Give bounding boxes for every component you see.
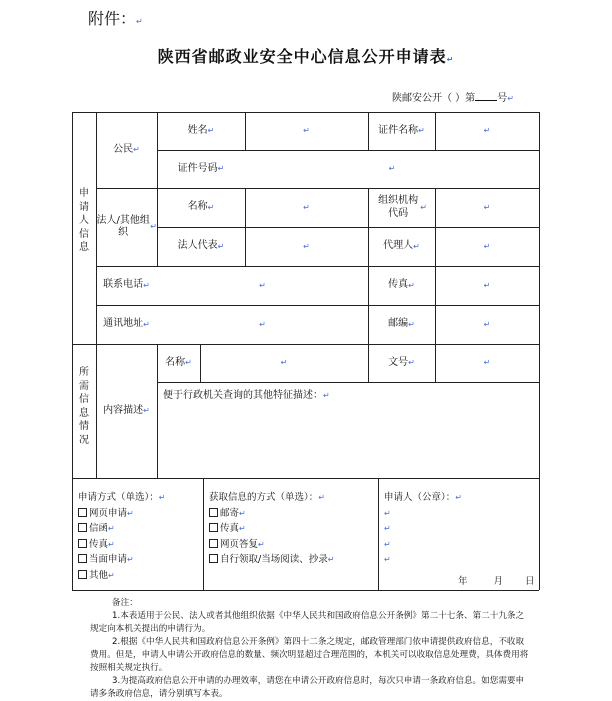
checkbox[interactable]: [78, 539, 87, 548]
organization-label: 法人/其他组织 ↵: [96, 214, 157, 238]
checkbox[interactable]: [209, 539, 218, 548]
id-number-label: 证件号码 ↵: [177, 162, 225, 174]
option-self-pickup[interactable]: 自行领取/当场阅读、抄录↵: [209, 552, 334, 568]
checkbox[interactable]: [209, 554, 218, 563]
org-code-field[interactable]: ↵: [483, 202, 491, 212]
option-in-person[interactable]: 当面申请↵: [78, 552, 165, 568]
option-letter[interactable]: 信函↵: [78, 521, 165, 537]
note-item: 1.本表适用于公民、法人或者其他组织依据《中华人民共和国政府信息公开条例》第二十七条、第二十九条之规定向本机关提出的申请行为。: [90, 611, 525, 634]
checkbox[interactable]: [209, 508, 218, 517]
address-label: 通讯地址 ↵: [103, 318, 150, 330]
content-hint: 便于行政机关查询的其他特征描述：: [163, 390, 323, 401]
info-name-field[interactable]: ↵: [280, 358, 288, 367]
name-field[interactable]: ↵: [303, 126, 310, 135]
option-other[interactable]: 其他↵: [78, 568, 165, 584]
option-web-reply[interactable]: 网页答复↵: [209, 537, 334, 553]
document-number: 陕邮安公开（ ）第 号↵: [392, 93, 514, 104]
agent-field[interactable]: ↵: [483, 241, 491, 251]
fax-label: 传真 ↵: [388, 279, 415, 291]
content-description-label: 内容描述 ↵: [103, 404, 150, 416]
option-mail[interactable]: 邮寄↵: [209, 506, 334, 522]
checkbox[interactable]: [78, 554, 87, 563]
org-code-label: 组织机构代码 ↵: [378, 195, 427, 219]
checkbox[interactable]: [78, 523, 87, 532]
postcode-label: 邮编 ↵: [388, 318, 415, 330]
doc-number-field[interactable]: ↵: [483, 358, 491, 367]
option-web-application[interactable]: 网页申请↵: [78, 506, 165, 522]
checkbox[interactable]: [78, 508, 87, 517]
applicant-info-section-label: 申请人信息: [79, 188, 89, 253]
doc-number-label: 文号 ↵: [388, 356, 415, 368]
citizen-label: 公民 ↵: [113, 143, 140, 155]
checkbox[interactable]: [78, 570, 87, 579]
option-fax-reply[interactable]: 传真↵: [209, 521, 334, 537]
id-type-field[interactable]: ↵: [483, 126, 491, 135]
signature-area: 申请人（公章）：↵ ↵ ↵ ↵ ↵: [384, 492, 462, 564]
acquire-method-heading: 获取信息的方式（单选）：↵: [209, 492, 325, 503]
note-item: 2.根据《中华人民共和国政府信息公开条例》第四十二条之规定，邮政管理部门依申请提供政府信息，不收取费用。但是，申请人申请公开政府信息的数量、频次明显超过合理范围的，本机关可以收取信息处理费，具体费用将按照相关规定执行。: [90, 637, 529, 673]
application-method-heading: 申请方式（单选）：↵: [78, 492, 166, 503]
note-item: 3.为提高政府信息公开申请的办理效率，请您在申请公开政府信息时，每次只申请一条政府信息。如您需要申请多条政府信息，请分别填写本表。: [90, 676, 525, 699]
org-name-field[interactable]: ↵: [303, 202, 310, 212]
info-name-label: 名称 ↵: [165, 356, 192, 368]
postcode-field[interactable]: ↵: [483, 319, 491, 329]
legal-rep-label: 法人代表 ↵: [177, 240, 225, 252]
attachment-label: 附件：↵: [88, 9, 143, 28]
id-type-label: 证件名称 ↵: [378, 124, 425, 136]
legal-rep-field[interactable]: ↵: [303, 241, 310, 251]
org-name-label: 名称 ↵: [187, 201, 215, 213]
name-label: 姓名 ↵: [187, 124, 215, 136]
phone-label: 联系电话 ↵: [103, 279, 150, 291]
option-fax[interactable]: 传真↵: [78, 537, 165, 553]
form-title: 陕西省邮政业安全中心信息公开申请表↵: [157, 47, 455, 66]
checkbox[interactable]: [209, 523, 218, 532]
address-field[interactable]: ↵: [259, 319, 266, 329]
info-needed-section-label: 所需信息情况: [79, 367, 89, 446]
phone-field[interactable]: ↵: [259, 280, 266, 290]
notes-section: [90, 597, 530, 701]
signature-date: 年 月 日: [458, 576, 535, 587]
content-description-field[interactable]: 便于行政机关查询的其他特征描述：↵: [163, 390, 330, 401]
id-number-field[interactable]: ↵: [388, 164, 396, 173]
notes-heading: 备注：: [112, 598, 138, 608]
application-method-group: [78, 490, 165, 583]
acquire-method-group: [209, 490, 334, 568]
applicant-seal-label: 申请人（公章）：↵: [384, 492, 462, 503]
agent-label: 代理人 ↵: [383, 240, 420, 252]
fax-field[interactable]: ↵: [483, 280, 491, 290]
